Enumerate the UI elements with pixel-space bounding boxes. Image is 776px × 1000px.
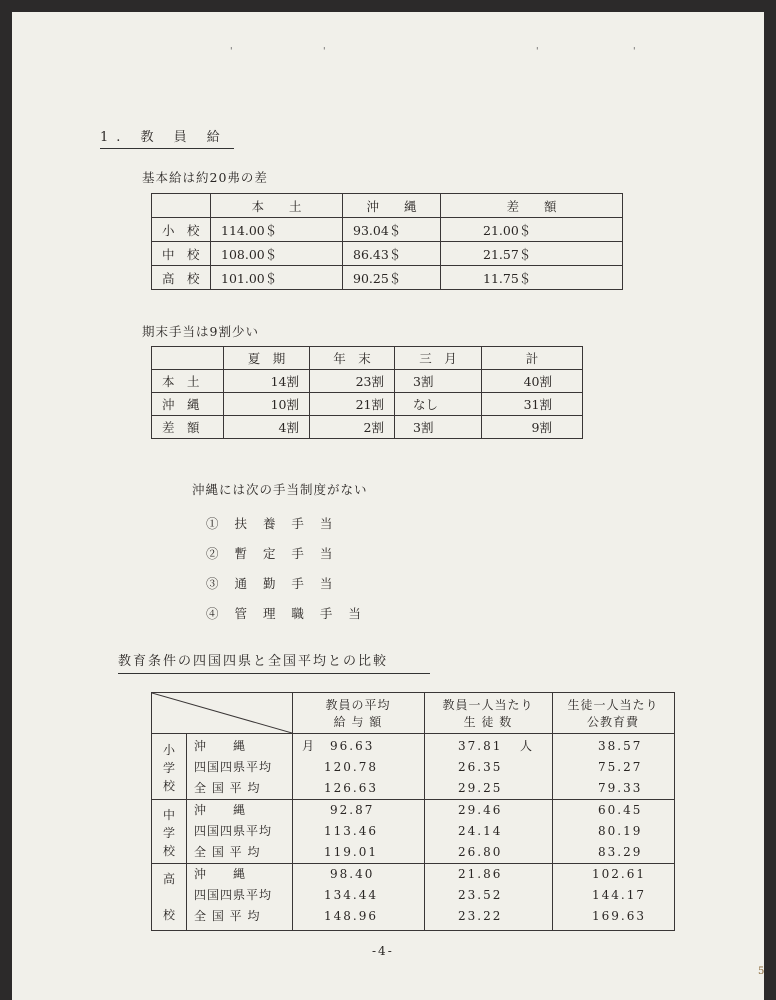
table-row [152,266,623,290]
cell-salary: 113.46 [324,824,378,838]
punch-mark: ' [633,47,636,57]
group-char: 高 [162,872,175,886]
row-label: 差 額 [152,416,224,439]
table-corner-cell [152,194,211,218]
row-label: 四国四県平均 [194,760,273,774]
group-char: 校 [162,908,175,922]
cell-summer: 14割 [224,370,310,393]
row-label: 小 校 [152,218,211,242]
cell-cost: 102.61 [592,867,646,881]
cell-mainland: 114.00＄ [211,218,343,242]
cell-cost: 80.19 [598,824,643,838]
row-label: 沖 縄 [194,739,247,753]
cell-diff: 11.75＄ [441,266,623,290]
cell-students: 23.52 [458,888,503,902]
cell-cost: 60.45 [598,803,643,817]
cell-salary: 96.63 [330,739,375,753]
group-char [152,888,186,906]
column-header: 年 末 [310,347,395,370]
table-row [152,393,583,416]
row-label: 本 土 [152,370,224,393]
group-label-elementary [152,741,186,795]
table-corner-cell [152,347,224,370]
cell-salary: 92.87 [330,803,375,817]
row-label: 沖 縄 [194,867,247,881]
row-label: 沖 縄 [152,393,224,416]
group-char: 中 [162,808,175,822]
row-label: 沖 縄 [194,803,247,817]
row-label: 全 国 平 均 [194,845,261,859]
header-line: 教員一人当たり [442,698,534,712]
header-line: 給 与 額 [333,715,383,729]
group-label-junior-high [152,806,186,860]
cell-students: 37.81 [458,739,503,753]
column-header: 三 月 [395,347,482,370]
cell-salary: 120.78 [324,760,378,774]
punch-mark: ' [230,47,233,57]
list-item: ② 暫 定 手 当 [206,546,339,561]
group-char: 校 [162,779,175,793]
cell-cost: 83.29 [598,845,643,859]
list-item: ① 扶 養 手 当 [206,516,339,531]
header-students [424,697,552,731]
cell-summer: 4割 [224,416,310,439]
cell-march: なし [395,393,482,416]
cell-salary: 148.96 [324,909,378,923]
table-row [152,242,623,266]
cell-march: 3割 [395,370,482,393]
cell-summer: 10割 [224,393,310,416]
cell-students: 29.25 [458,781,503,795]
punch-mark: ' [536,47,539,57]
header-cost [552,697,674,731]
row-label: 四国四県平均 [194,888,273,902]
cell-okinawa: 90.25＄ [343,266,441,290]
page-number: -4- [372,944,394,958]
row-label: 四国四県平均 [194,824,273,838]
cell-total: 31割 [482,393,583,416]
header-line: 公教育費 [586,715,639,729]
header-line: 生 徒 数 [463,715,513,729]
cell-total: 40割 [482,370,583,393]
cell-students: 26.35 [458,760,503,774]
column-header: 計 [482,347,583,370]
column-header: 差 額 [441,194,623,218]
missing-allowances-caption: 沖縄には次の手当制度がない [192,482,368,497]
cell-total: 9割 [482,416,583,439]
group-char: 学 [162,826,175,840]
students-unit: 人 [520,739,535,753]
list-item: ④ 管 理 職 手 当 [206,606,367,621]
cell-cost: 144.17 [592,888,646,902]
cell-students: 26.80 [458,845,503,859]
header-line: 生徒一人当たり [567,698,659,712]
comparison-table [151,692,675,931]
cell-march: 3割 [395,416,482,439]
row-label: 全 国 平 均 [194,909,261,923]
cell-year-end: 23割 [310,370,395,393]
cell-students: 23.22 [458,909,503,923]
group-char: 校 [162,844,175,858]
cell-students: 29.46 [458,803,503,817]
row-label: 全 国 平 均 [194,781,261,795]
group-char: 小 [162,743,175,757]
cell-okinawa: 86.43＄ [343,242,441,266]
cell-salary: 134.44 [324,888,378,902]
term-end-caption: 期末手当は9割少い [142,324,259,339]
comparison-caption: 教育条件の四国四県と全国平均との比較 [118,650,430,674]
table-row [152,218,623,242]
cell-salary: 119.01 [324,845,378,859]
column-header: 本 土 [211,194,343,218]
cell-okinawa: 93.04＄ [343,218,441,242]
column-divider [186,733,187,930]
cell-diff: 21.00＄ [441,218,623,242]
header-salary [292,697,424,731]
table-row [152,416,583,439]
cell-cost: 79.33 [598,781,643,795]
cell-salary: 126.63 [324,781,378,795]
cell-cost: 75.27 [598,760,643,774]
section-heading: 1. 教 員 給 [100,126,234,149]
cell-diff: 21.57＄ [441,242,623,266]
table-header-row [152,347,583,370]
cell-year-end: 2割 [310,416,395,439]
column-header: 沖 縄 [343,194,441,218]
punch-mark: ' [323,47,326,57]
cell-mainland: 108.00＄ [211,242,343,266]
cell-cost: 169.63 [592,909,646,923]
basic-salary-caption: 基本給は約20弗の差 [142,170,268,185]
cell-year-end: 21割 [310,393,395,416]
basic-salary-table [151,193,623,290]
group-char: 学 [162,761,175,775]
cell-salary: 98.40 [330,867,375,881]
cell-students: 24.14 [458,824,503,838]
column-header: 夏 期 [224,347,310,370]
corner-mark: 5 [758,966,765,977]
table-row [152,370,583,393]
group-label-high-school [152,870,186,924]
salary-unit: 月 [302,739,317,753]
table-header-row [152,194,623,218]
term-end-allowance-table [151,346,583,439]
cell-students: 21.86 [458,867,503,881]
row-label: 中 校 [152,242,211,266]
list-item: ③ 通 勤 手 当 [206,576,339,591]
header-line: 教員の平均 [325,698,391,712]
cell-mainland: 101.00＄ [211,266,343,290]
row-label: 高 校 [152,266,211,290]
cell-cost: 38.57 [598,739,643,753]
